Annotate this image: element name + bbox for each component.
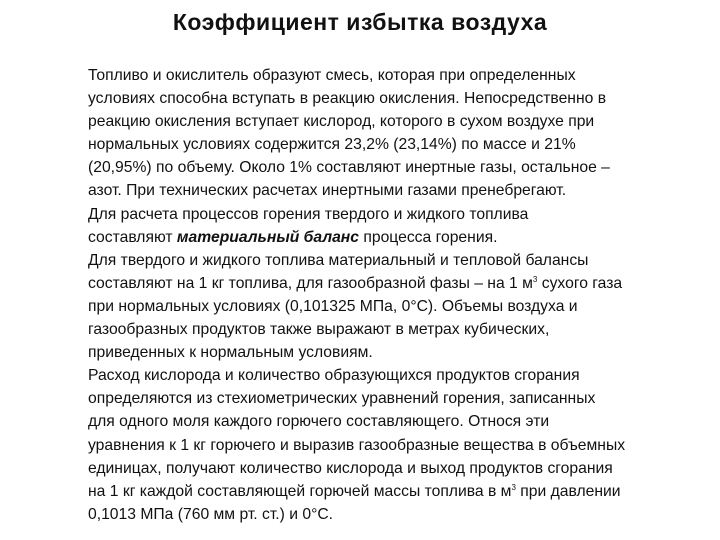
- paragraph-oxygen-consumption: [54, 364, 694, 526]
- text-line: уравнения к 1 кг горючего и выразив газообразные вещества в объемных: [88, 436, 626, 454]
- emphasized-term: материальный баланс: [176, 228, 359, 246]
- text-body: [54, 64, 694, 526]
- text-line: [54, 272, 694, 295]
- text-line: при нормальных условиях (0,101325 МПа, 0°С). Объемы воздуха и: [88, 297, 578, 315]
- text-line: единицах, получают количество кислорода и выход продуктов сгорания: [88, 459, 613, 477]
- superscript: 3: [511, 482, 516, 492]
- text-line: условиях способна вступать в реакцию окисления. Непосредственно в: [88, 90, 607, 108]
- paragraph-material-balance: [54, 203, 694, 249]
- paragraph-oxidation: [54, 64, 694, 203]
- text-line: (20,95%) по объему. Около 1% составляют инертные газы, остальное –: [88, 159, 610, 177]
- text-line: азот. При технических расчетах инертными газами пренебрегают.: [88, 182, 567, 200]
- text-line: реакцию окисления вступает кислород, которого в сухом воздухе при: [88, 113, 595, 131]
- page-title: Коэффициент избытка воздуха: [172, 9, 548, 35]
- text-line: Топливо и окислитель образуют смесь, которая при определенных: [88, 67, 576, 84]
- text-line: приведенных к нормальным условиям.: [88, 344, 373, 362]
- superscript: 3: [532, 274, 538, 284]
- text-fragment: при давлении: [515, 482, 621, 500]
- text-fragment: составляют: [88, 228, 177, 246]
- text-fragment: составляют на 1 кг топлива, для газообразной фазы – на 1 м: [88, 274, 533, 292]
- text-line: Для твердого и жидкого топлива материальный и тепловой балансы: [88, 251, 589, 269]
- text-line: газообразных продуктов также выражают в метрах кубических,: [88, 321, 550, 339]
- text-line: нормальных условиях содержится 23,2% (23,14%) по массе и 21%: [88, 136, 576, 154]
- text-line: [54, 226, 694, 249]
- text-fragment: процесса горения.: [359, 228, 498, 246]
- paragraph-balances: [54, 249, 694, 364]
- text-line: для одного моля каждого горючего составляющего. Относя эти: [88, 413, 550, 431]
- text-line: Расход кислорода и количество образующихся продуктов сгорания: [88, 367, 580, 385]
- text-line: [54, 480, 694, 503]
- text-line: определяются из стехиометрических уравнений горения, записанных: [88, 390, 596, 408]
- text-fragment: сухого газа: [537, 274, 623, 292]
- text-line: 0,1013 МПа (760 мм рт. ст.) и 0°С.: [88, 505, 334, 523]
- text-line: Для расчета процессов горения твердого и жидкого топлива: [88, 205, 529, 223]
- text-fragment: на 1 кг каждой составляющей горючей массы топлива в м: [88, 482, 512, 500]
